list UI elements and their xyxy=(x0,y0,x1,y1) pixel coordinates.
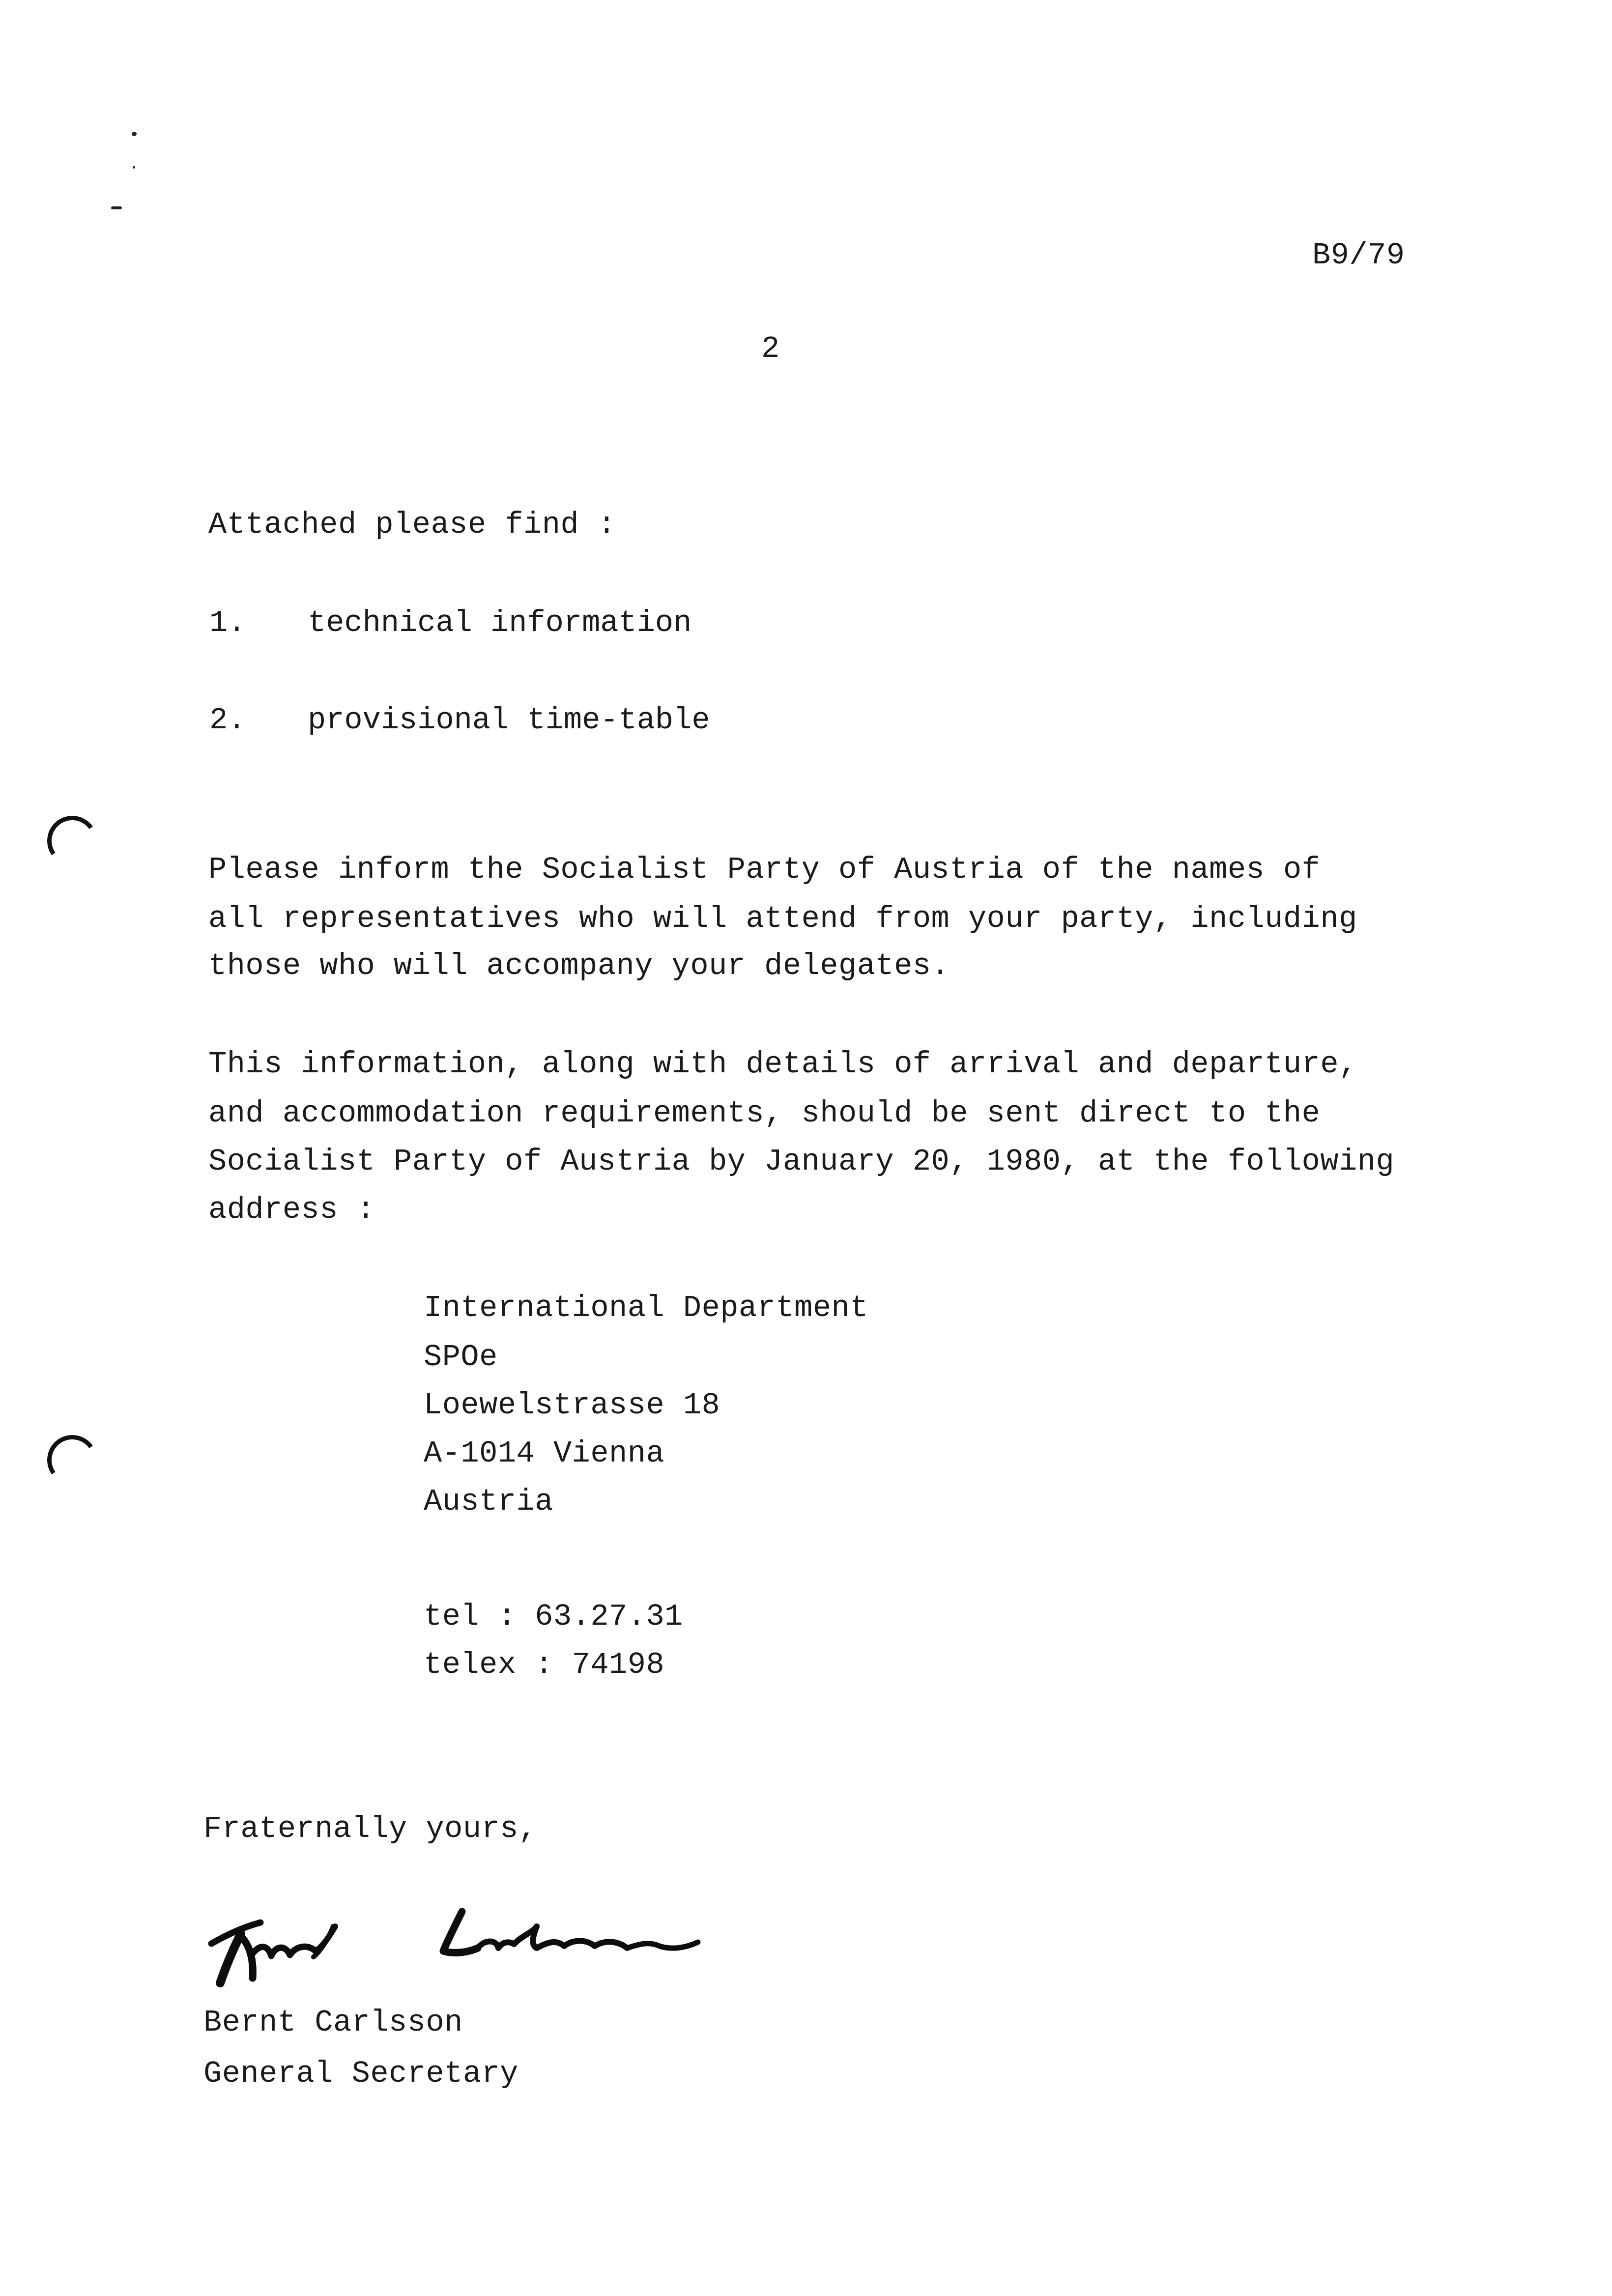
scan-speck xyxy=(132,132,137,136)
list-item-text: provisional time-table xyxy=(308,703,710,738)
punch-hole-icon xyxy=(43,812,101,870)
page-number: 2 xyxy=(761,331,780,366)
address-line: A-1014 Vienna xyxy=(424,1436,665,1471)
address-telephone: tel : 63.27.31 xyxy=(424,1599,683,1634)
address-telex: telex : 74198 xyxy=(424,1647,665,1682)
signatory-title: General Secretary xyxy=(203,2056,519,2091)
attachments-intro: Attached please find : xyxy=(208,507,616,542)
closing-salutation: Fraternally yours, xyxy=(203,1811,537,1846)
paragraph-line: This information, along with details of arrival and departure, xyxy=(208,1047,1357,1082)
paragraph-line: all representatives who will attend from your party, including xyxy=(208,901,1357,936)
scan-speck xyxy=(133,166,135,169)
signatory-name: Bernt Carlsson xyxy=(203,2005,463,2040)
list-item-number: 2. xyxy=(209,703,246,738)
address-line: SPOe xyxy=(424,1340,498,1375)
paragraph-line: and accommodation requirements, should be sent direct to the xyxy=(208,1096,1321,1131)
address-line: Austria xyxy=(424,1484,553,1519)
address-line: Loewelstrasse 18 xyxy=(424,1388,720,1423)
scan-speck xyxy=(111,206,122,209)
address-line: International Department xyxy=(424,1291,868,1325)
paragraph-line: those who will accompany your delegates. xyxy=(208,948,950,983)
punch-hole-icon xyxy=(43,1431,101,1489)
list-item-number: 1. xyxy=(209,605,246,640)
paragraph-line: Please inform the Socialist Party of Austria of the names of xyxy=(208,852,1321,887)
paragraph-line: address : xyxy=(208,1192,375,1227)
document-reference: B9/79 xyxy=(1312,238,1405,273)
list-item-text: technical information xyxy=(308,605,692,640)
handwritten-signature xyxy=(206,1897,727,1995)
paragraph-line: Socialist Party of Austria by January 20, 1980, at the following xyxy=(208,1144,1395,1179)
